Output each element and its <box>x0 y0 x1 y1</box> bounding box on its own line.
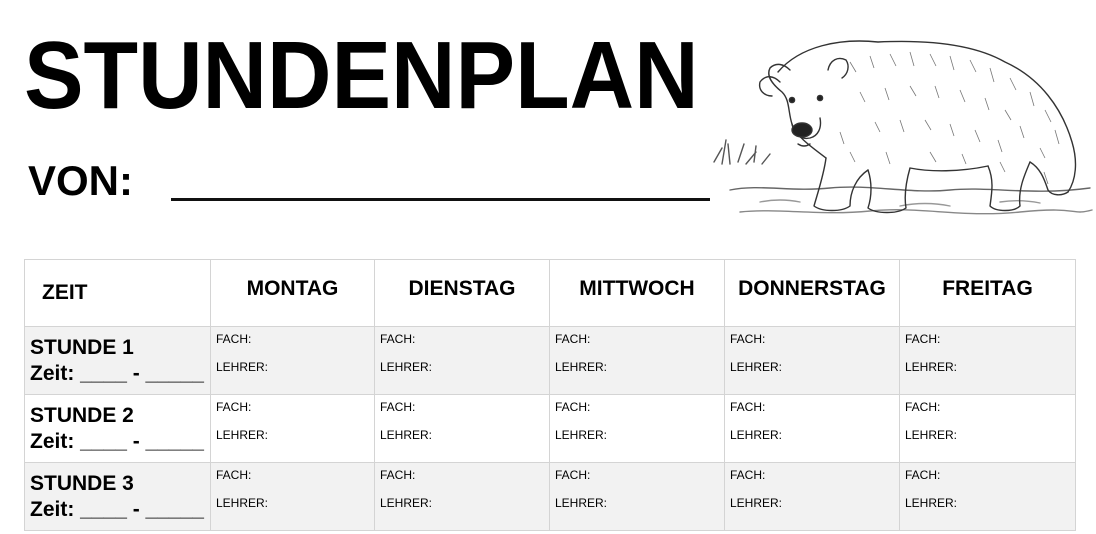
teacher-label: LEHRER: <box>216 360 269 374</box>
subject-label: FACH: <box>380 332 416 346</box>
teacher-label: LEHRER: <box>216 496 269 510</box>
subject-label: FACH: <box>905 332 941 346</box>
lesson-cell[interactable] <box>900 395 1076 463</box>
lesson-cell[interactable] <box>550 463 725 531</box>
lesson-cell[interactable] <box>211 463 375 531</box>
teacher-label: LEHRER: <box>555 360 608 374</box>
teacher-label: LEHRER: <box>380 496 433 510</box>
teacher-label: LEHRER: <box>555 496 608 510</box>
teacher-label: LEHRER: <box>216 428 269 442</box>
time-cell <box>25 327 211 395</box>
lesson-cell[interactable] <box>725 395 900 463</box>
day-header-freitag: FREITAG <box>900 260 1076 327</box>
teacher-label: LEHRER: <box>905 428 958 442</box>
lesson-cell[interactable] <box>550 395 725 463</box>
lesson-cell[interactable] <box>211 395 375 463</box>
page-title: STUNDENPLAN <box>24 22 699 129</box>
subject-label: FACH: <box>730 332 766 346</box>
period-label: STUNDE 3 <box>30 472 134 495</box>
period-label: STUNDE 2 <box>30 404 134 427</box>
timetable <box>24 259 1076 531</box>
subject-label: FACH: <box>905 400 941 414</box>
von-label: VON: <box>28 157 133 204</box>
time-cell <box>25 395 211 463</box>
subject-label: FACH: <box>730 400 766 414</box>
teacher-label: LEHRER: <box>905 496 958 510</box>
subject-label: FACH: <box>380 400 416 414</box>
lesson-cell[interactable] <box>550 327 725 395</box>
day-header-mittwoch: MITTWOCH <box>550 260 725 327</box>
zeit-header: ZEIT <box>25 260 211 327</box>
teacher-label: LEHRER: <box>380 428 433 442</box>
table-row <box>25 327 1076 395</box>
subject-label: FACH: <box>555 332 591 346</box>
subject-label: FACH: <box>905 468 941 482</box>
lesson-cell[interactable] <box>375 327 550 395</box>
subject-label: FACH: <box>555 468 591 482</box>
lesson-cell[interactable] <box>725 327 900 395</box>
subject-label: FACH: <box>380 468 416 482</box>
subject-label: FACH: <box>216 468 252 482</box>
name-input-line[interactable] <box>171 198 710 201</box>
subject-label: FACH: <box>555 400 591 414</box>
polar-bear-icon <box>700 12 1096 234</box>
teacher-label: LEHRER: <box>730 360 783 374</box>
lesson-cell[interactable] <box>900 463 1076 531</box>
teacher-label: LEHRER: <box>730 496 783 510</box>
period-label: STUNDE 1 <box>30 336 134 359</box>
teacher-label: LEHRER: <box>380 360 433 374</box>
subject-label: FACH: <box>730 468 766 482</box>
lesson-cell[interactable] <box>211 327 375 395</box>
day-header-donnerstag: DONNERSTAG <box>725 260 900 327</box>
table-row <box>25 463 1076 531</box>
header-row <box>25 260 1076 327</box>
time-field[interactable]: Zeit: ____ - _____ <box>30 430 204 453</box>
day-header-dienstag: DIENSTAG <box>375 260 550 327</box>
day-header-montag: MONTAG <box>211 260 375 327</box>
table-row <box>25 395 1076 463</box>
lesson-cell[interactable] <box>375 463 550 531</box>
lesson-cell[interactable] <box>375 395 550 463</box>
subject-label: FACH: <box>216 400 252 414</box>
teacher-label: LEHRER: <box>555 428 608 442</box>
subject-label: FACH: <box>216 332 252 346</box>
time-field[interactable]: Zeit: ____ - _____ <box>30 498 204 521</box>
teacher-label: LEHRER: <box>730 428 783 442</box>
lesson-cell[interactable] <box>900 327 1076 395</box>
time-cell <box>25 463 211 531</box>
teacher-label: LEHRER: <box>905 360 958 374</box>
time-field[interactable]: Zeit: ____ - _____ <box>30 362 204 385</box>
lesson-cell[interactable] <box>725 463 900 531</box>
